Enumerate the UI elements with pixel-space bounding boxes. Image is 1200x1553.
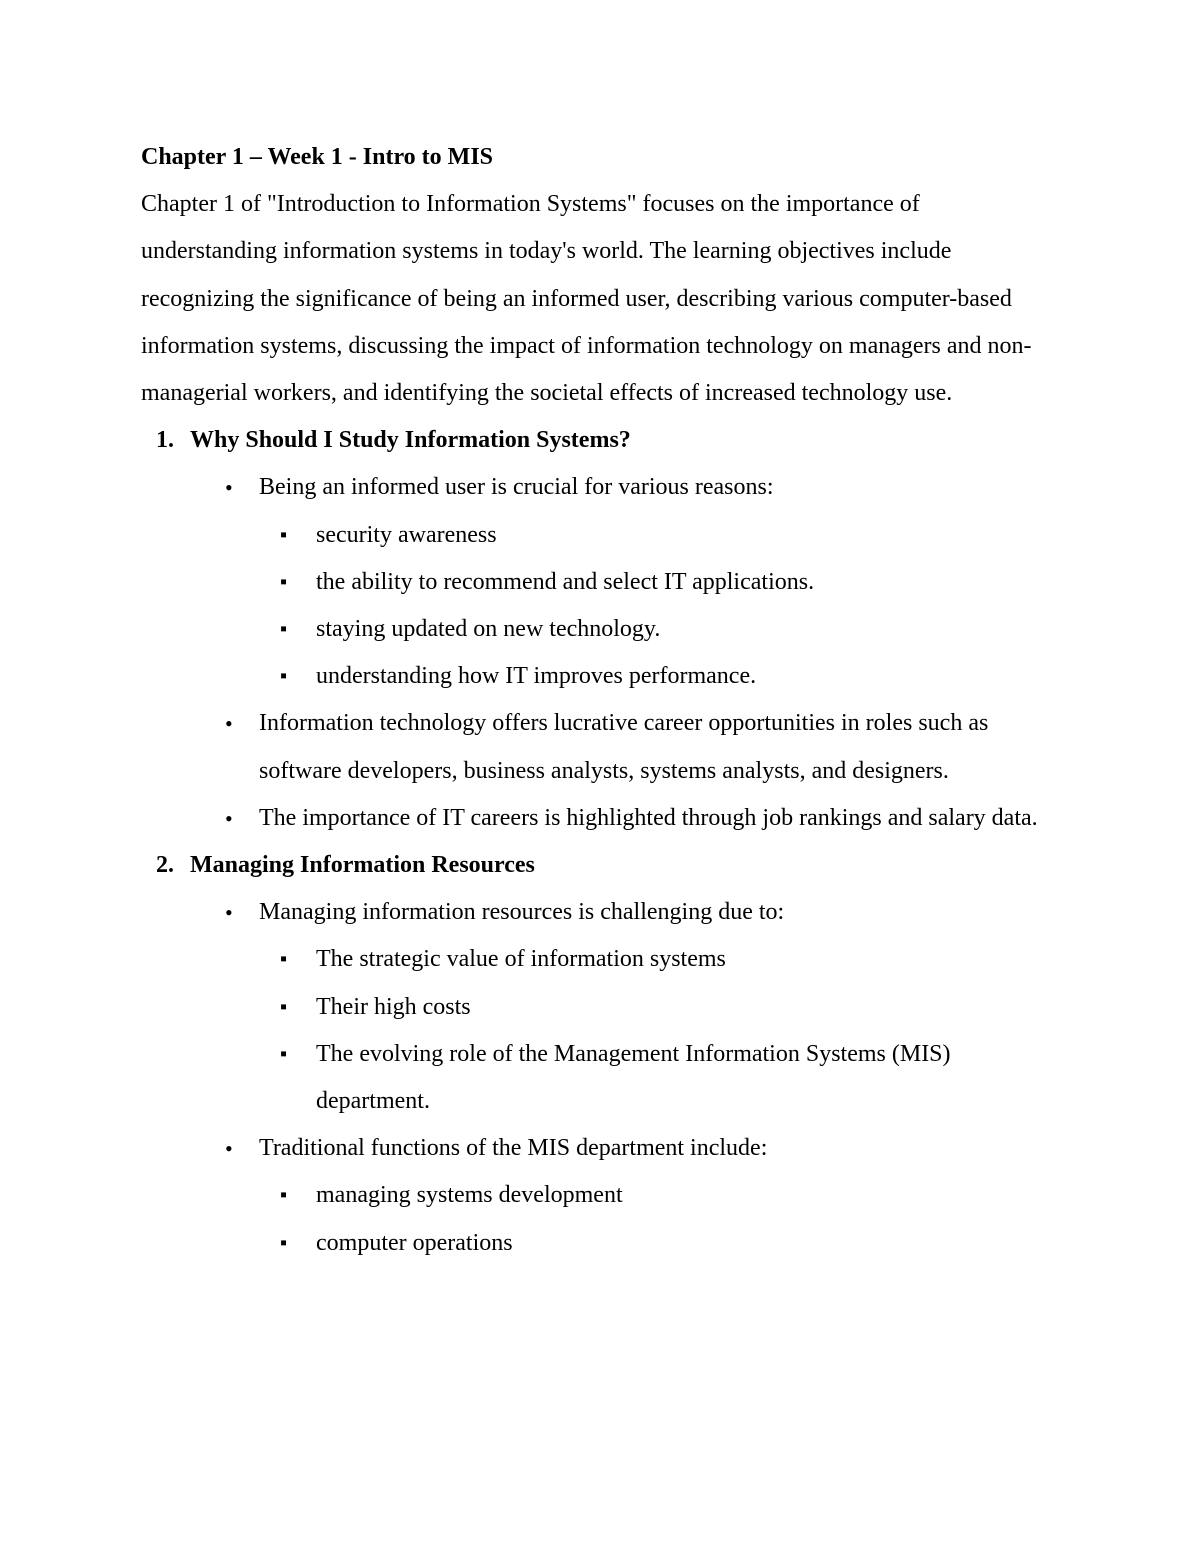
section-heading xyxy=(141,842,1061,889)
bullet-list xyxy=(141,889,1061,1267)
document-title: Chapter 1 – Week 1 - Intro to MIS xyxy=(141,144,494,170)
square-bullet-icon: ▪ xyxy=(280,570,288,593)
sub-bullet-item xyxy=(141,559,1061,606)
bullet-text: The importance of IT careers is highlighted through job rankings and salary data. xyxy=(259,804,1038,831)
square-bullet-icon: ▪ xyxy=(280,665,288,688)
sub-bullet-list xyxy=(259,512,1061,701)
section-number: 2. xyxy=(156,852,174,879)
sub-bullet-text: the ability to recommend and select IT applications. xyxy=(316,568,815,595)
bullet-icon: • xyxy=(225,1136,233,1162)
sub-bullet-list xyxy=(259,936,1061,1125)
bullet-icon: • xyxy=(225,475,233,501)
document-content xyxy=(141,134,1061,1267)
intro-paragraph: Chapter 1 of "Introduction to Information Systems" focuses on the importance of understanding information systems in today's world. The learning objectives include recognizing the significance of being an informed user, describing various computer-based information systems, discussing the impact of information technology on managers and non-managerial workers, and identifying the societal effects of increased technology use. xyxy=(141,191,1032,407)
sub-bullet-text: security awareness xyxy=(316,521,497,548)
bullet-icon: • xyxy=(225,711,233,737)
sub-bullet-text: Their high costs xyxy=(316,993,471,1020)
bullet-item xyxy=(141,700,1061,794)
section-heading-text: Why Should I Study Information Systems? xyxy=(190,427,631,454)
sections-list xyxy=(141,417,1061,1267)
bullet-text: Being an informed user is crucial for various reasons: xyxy=(259,474,774,501)
square-bullet-icon: ▪ xyxy=(280,1231,288,1254)
square-bullet-icon: ▪ xyxy=(280,1184,288,1207)
bullet-text: Managing information resources is challenging due to: xyxy=(259,899,785,926)
bullet-item xyxy=(141,795,1061,842)
sub-bullet-item xyxy=(141,1031,1061,1125)
sub-bullet-text: computer operations xyxy=(316,1229,513,1256)
bullet-icon: • xyxy=(225,900,233,926)
sub-bullet-item xyxy=(141,512,1061,559)
square-bullet-icon: ▪ xyxy=(280,995,288,1018)
sub-bullet-item xyxy=(141,984,1061,1031)
bullet-text: Information technology offers lucrative career opportunities in roles such as software developers, business analysts, systems analysts, and designers. xyxy=(259,710,989,784)
square-bullet-icon: ▪ xyxy=(280,618,288,641)
bullet-item xyxy=(141,1125,1061,1267)
sub-bullet-item xyxy=(141,936,1061,983)
bullet-item xyxy=(141,464,1061,700)
sub-bullet-text: The strategic value of information systems xyxy=(316,946,726,973)
square-bullet-icon: ▪ xyxy=(280,523,288,546)
square-bullet-icon: ▪ xyxy=(280,948,288,971)
section xyxy=(141,417,1061,842)
sub-bullet-text: staying updated on new technology. xyxy=(316,616,661,643)
bullet-item xyxy=(141,889,1061,1125)
sub-bullet-item xyxy=(141,653,1061,700)
bullet-text: Traditional functions of the MIS department include: xyxy=(259,1135,768,1162)
section xyxy=(141,842,1061,1267)
section-heading-text: Managing Information Resources xyxy=(190,852,535,879)
sub-bullet-item xyxy=(141,606,1061,653)
square-bullet-icon: ▪ xyxy=(280,1042,288,1065)
section-number: 1. xyxy=(156,427,174,454)
sub-bullet-text: understanding how IT improves performance. xyxy=(316,663,757,690)
sub-bullet-list xyxy=(259,1172,1061,1266)
sub-bullet-item xyxy=(141,1172,1061,1219)
sub-bullet-text: The evolving role of the Management Information Systems (MIS) department. xyxy=(316,1040,951,1115)
sub-bullet-text: managing systems development xyxy=(316,1182,623,1209)
sub-bullet-item xyxy=(141,1220,1061,1267)
bullet-list xyxy=(141,464,1061,842)
bullet-icon: • xyxy=(225,805,233,831)
section-heading xyxy=(141,417,1061,464)
